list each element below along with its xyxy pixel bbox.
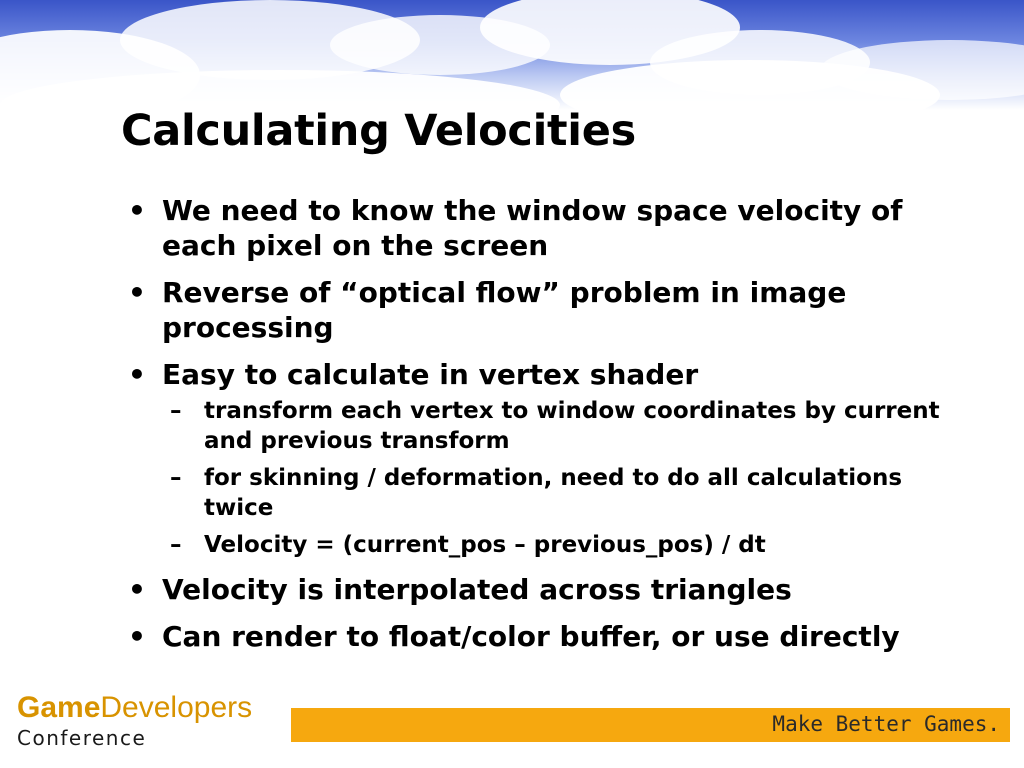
bullet-marker: • [128, 194, 146, 227]
logo-conference-text: Conference [17, 726, 147, 750]
sub-bullet-text: Velocity = (current_pos – previous_pos) / dt [204, 532, 766, 558]
bullet-list [120, 193, 940, 666]
sub-bullet-marker: – [170, 398, 182, 424]
sub-bullet-marker: – [170, 465, 182, 491]
logo-developers-text: Developers [100, 691, 253, 724]
logo-wordmark [17, 693, 252, 723]
tagline-bar [291, 708, 1010, 742]
sub-bullet-item [120, 530, 940, 560]
sub-bullet-text: for skinning / deformation, need to do all calculations twice [204, 465, 903, 521]
gdc-logo [17, 693, 252, 750]
bullet-text: We need to know the window space velocity of each pixel on the screen [162, 194, 903, 262]
bullet-item [120, 193, 940, 263]
sky-header-banner [0, 0, 1024, 110]
tagline-text: Make Better Games. [772, 712, 1000, 736]
sub-bullet-item [120, 463, 940, 523]
bullet-item [120, 572, 940, 607]
logo-game-text: Game [17, 691, 101, 724]
bullet-marker: • [128, 276, 146, 309]
sub-bullet-item [120, 396, 940, 456]
sub-bullet-text: transform each vertex to window coordinates by current and previous transform [204, 398, 940, 454]
bullet-text: Easy to calculate in vertex shader [162, 358, 699, 391]
slide-title: Calculating Velocities [121, 106, 636, 156]
bullet-item [120, 357, 940, 392]
bullet-item [120, 275, 940, 345]
bullet-marker: • [128, 573, 146, 606]
bullet-item [120, 619, 940, 654]
sub-bullet-list [120, 396, 940, 560]
sub-bullet-marker: – [170, 532, 182, 558]
bullet-marker: • [128, 358, 146, 391]
bullet-text: Reverse of “optical flow” problem in image processing [162, 276, 847, 344]
bullet-text: Velocity is interpolated across triangles [162, 573, 792, 606]
bullet-marker: • [128, 620, 146, 653]
bullet-text: Can render to float/color buffer, or use directly [162, 620, 900, 653]
